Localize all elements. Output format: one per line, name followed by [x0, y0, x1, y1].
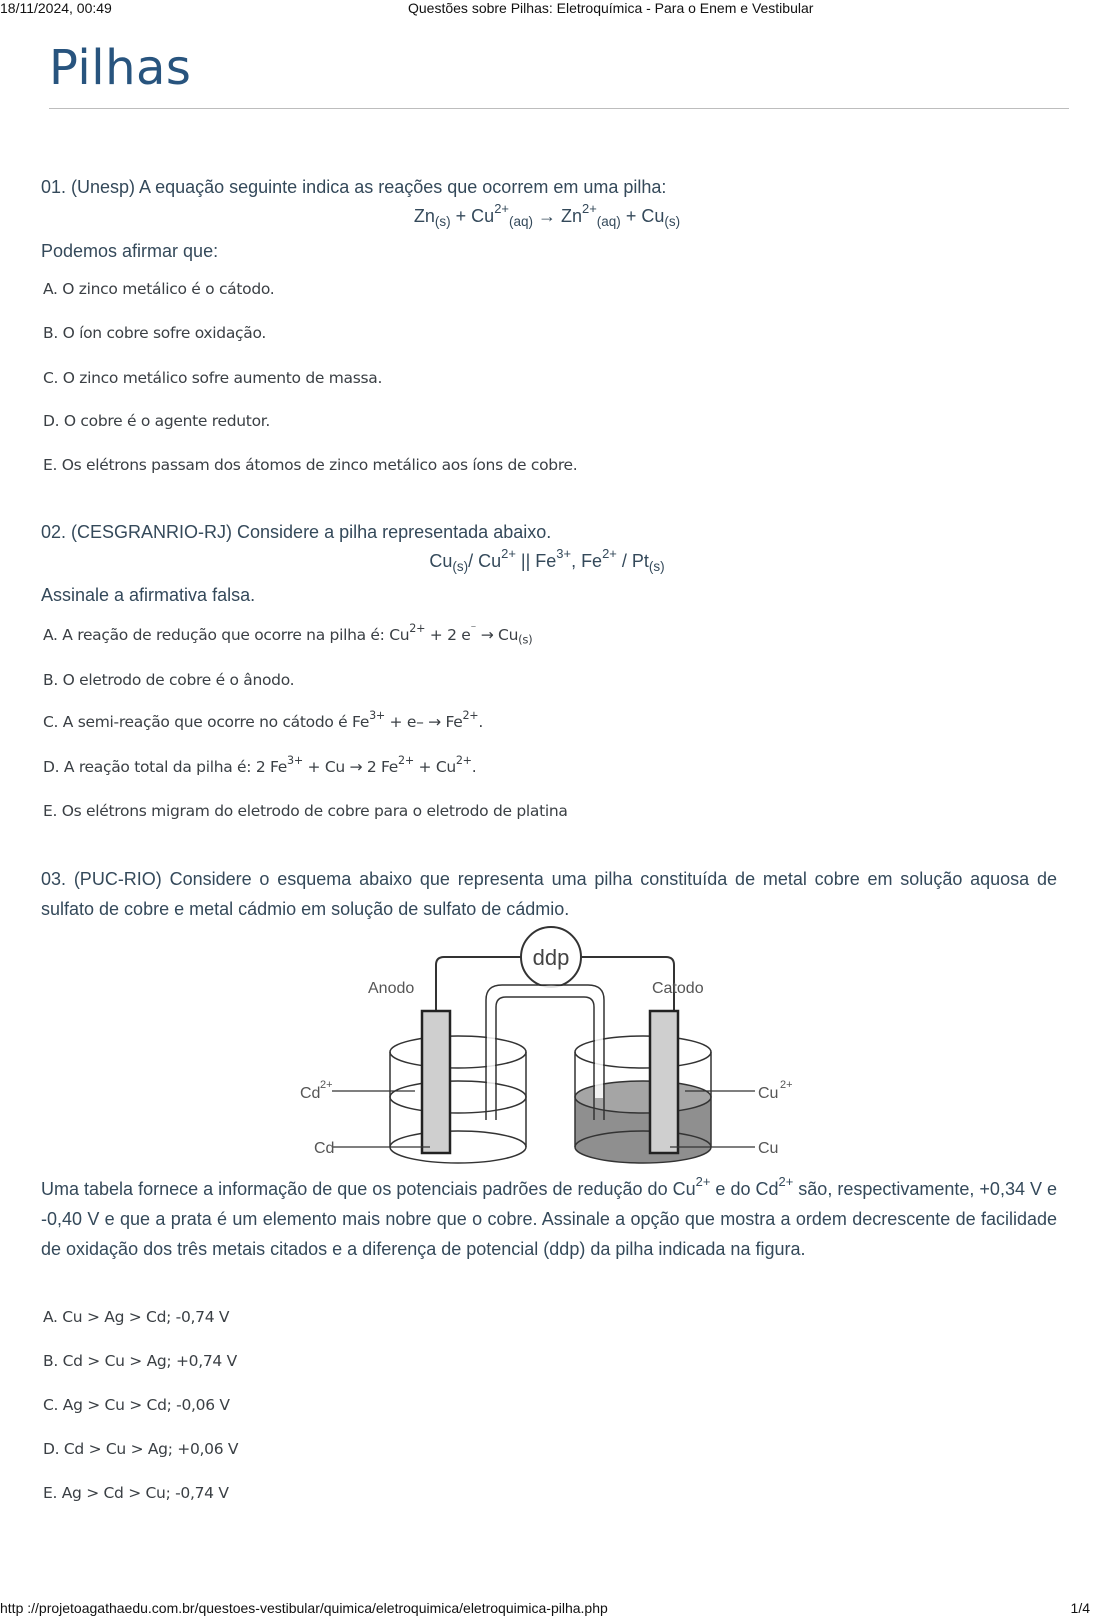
- superscript: 3+: [556, 545, 572, 561]
- question-1-stem: 01. (Unesp) A equação seguinte indica as reações que ocorrem em uma pilha:: [41, 177, 667, 197]
- text-segment: D. O cobre é o agente redutor.: [43, 412, 271, 430]
- text-segment: A. A reação de redução que ocorre na pilha é: Cu: [43, 626, 410, 644]
- question-1-option-e[interactable]: [43, 456, 577, 474]
- text-segment: Cu: [429, 551, 453, 571]
- question-1-option-a[interactable]: [43, 280, 274, 298]
- text-segment: B. Cd > Cu > Ag; +0,74 V: [43, 1352, 237, 1370]
- superscript: 3+: [287, 754, 303, 768]
- cadmium-metal-label: Cd: [314, 1140, 335, 1157]
- text-segment: + Cu: [413, 758, 456, 776]
- text-segment: + e– → Fe: [384, 713, 463, 731]
- text-segment: || Fe: [515, 551, 557, 571]
- subscript: (s): [452, 559, 469, 575]
- text-segment: + Cu: [450, 206, 495, 226]
- question-2-option-b[interactable]: [43, 671, 294, 689]
- left-beaker-rim: [390, 1036, 526, 1068]
- text-segment: A. O zinco metálico é o cátodo.: [43, 280, 275, 298]
- print-datetime: 18/11/2024, 00:49: [0, 0, 112, 16]
- text-segment: Zn: [413, 206, 435, 226]
- text-segment: .: [471, 758, 477, 776]
- question-2-option-c[interactable]: [43, 709, 483, 731]
- question-2-stem: 02. (CESGRANRIO-RJ) Considere a pilha representada abaixo.: [41, 522, 552, 542]
- meter-label: ddp: [532, 945, 570, 970]
- print-url: http ://projetoagathaedu.com.br/questoes-vestibular/quimica/eletroquimica/eletroquimica-pilha.php: [0, 1600, 608, 1616]
- subscript: (s): [664, 214, 681, 230]
- text-segment: C. Ag > Cu > Cd; -0,06 V: [43, 1396, 230, 1414]
- superscript: 2+: [695, 1173, 711, 1189]
- question-1-option-c[interactable]: [43, 369, 382, 387]
- text-segment: , Fe: [571, 551, 603, 571]
- title-divider: [49, 108, 1069, 109]
- question-2-equation: [0, 545, 1094, 575]
- subscript: (s): [648, 559, 665, 575]
- text-segment: E. Os elétrons migram do eletrodo de cobre para o eletrodo de platina: [43, 802, 568, 820]
- copper-electrode: [650, 1011, 678, 1153]
- question-2-option-a[interactable]: [43, 622, 533, 647]
- subscript: (aq): [508, 214, 533, 230]
- question-1-prompt: Podemos afirmar que:: [41, 241, 219, 261]
- print-page-number: 1/4: [1070, 1600, 1090, 1616]
- question-3-option-e[interactable]: [43, 1484, 229, 1502]
- superscript: 2+: [462, 709, 479, 723]
- question-3-option-b[interactable]: [43, 1352, 237, 1370]
- superscript: 2+: [778, 1173, 794, 1189]
- text-segment: E. Ag > Cd > Cu; -0,74 V: [43, 1484, 229, 1502]
- superscript: 2+: [398, 754, 414, 768]
- text-segment: / Pt: [616, 551, 649, 571]
- text-segment: e do Cd: [710, 1179, 779, 1199]
- question-2-prompt: Assinale a afirmativa falsa.: [41, 585, 256, 605]
- cathode-label: Catodo: [652, 980, 704, 997]
- superscript: 2+: [501, 545, 516, 561]
- copper-ion-charge: 2+: [780, 1079, 793, 1091]
- left-wire: [436, 957, 521, 1011]
- superscript: ⁻: [470, 622, 477, 636]
- subscript: (s): [518, 632, 533, 647]
- superscript: 2+: [582, 200, 597, 216]
- page-title: Pilhas: [49, 40, 192, 96]
- superscript: 3+: [369, 709, 385, 723]
- superscript: 2+: [455, 754, 472, 768]
- text-segment: / Cu: [468, 551, 502, 571]
- text-segment: C. O zinco metálico sofre aumento de massa.: [43, 369, 383, 387]
- question-3-body: [41, 1174, 1057, 1264]
- text-segment: E. Os elétrons passam dos átomos de zinco metálico aos íons de cobre.: [43, 456, 578, 474]
- cadmium-electrode: [422, 1011, 450, 1153]
- text-segment: .: [478, 713, 483, 731]
- subscript: (s): [434, 214, 451, 230]
- text-segment: + 2 e: [425, 626, 471, 644]
- text-segment: C. A semi-reação que ocorre no cátodo é Fe: [43, 713, 370, 731]
- superscript: 2+: [409, 622, 426, 636]
- anode-label: Anodo: [368, 980, 415, 997]
- copper-metal-label: Cu: [758, 1140, 779, 1157]
- question-1-option-b[interactable]: [43, 324, 266, 342]
- text-segment: B. O íon cobre sofre oxidação.: [43, 324, 266, 342]
- text-segment: A. Cu > Ag > Cd; -0,74 V: [43, 1308, 230, 1326]
- question-2-option-d[interactable]: [43, 754, 477, 776]
- text-segment: D. A reação total da pilha é: 2 Fe: [43, 758, 288, 776]
- question-3-stem: 03. (PUC-RIO) Considere o esquema abaixo que representa uma pilha constituída de metal cobre em solução aquosa de sulfato de cobre e metal cádmio em solução de sulfato de cádmio.: [41, 869, 1057, 919]
- question-3-option-a[interactable]: [43, 1308, 229, 1326]
- question-2-option-e[interactable]: [43, 802, 568, 820]
- subscript: (aq): [596, 214, 621, 230]
- text-segment: → Zn: [533, 206, 583, 226]
- text-segment: D. Cd > Cu > Ag; +0,06 V: [43, 1440, 239, 1458]
- question-1-option-d[interactable]: [43, 412, 270, 430]
- text-segment: → Cu: [476, 626, 519, 644]
- superscript: 2+: [602, 545, 617, 561]
- copper-ion-label: Cu: [758, 1085, 779, 1102]
- cadmium-ion-charge: 2+: [320, 1079, 333, 1091]
- text-segment: B. O eletrodo de cobre é o ânodo.: [43, 671, 295, 689]
- superscript: 2+: [494, 200, 509, 216]
- text-segment: + Cu: [620, 206, 665, 226]
- text-segment: são, respectivamente, +0,34 V e -0,40 V e que a prata é um elemento mais nobre que o cobre. Assinale a opção que mostra a ordem decrescente de facilidade de oxidação dos três metais citados e a diferença de potencial (ddp) da pilha indicada na figura.: [41, 1179, 1058, 1259]
- question-3-option-d[interactable]: [43, 1440, 238, 1458]
- cadmium-ion-label: Cd: [300, 1085, 321, 1102]
- question-1-equation: [0, 200, 1094, 230]
- print-page-title: Questões sobre Pilhas: Eletroquímica - Para o Enem e Vestibular: [408, 0, 814, 16]
- galvanic-cell-diagram: [290, 925, 800, 1175]
- question-3-option-c[interactable]: [43, 1396, 230, 1414]
- text-segment: + Cu → 2 Fe: [302, 758, 399, 776]
- text-segment: Uma tabela fornece a informação de que os potenciais padrões de redução do Cu: [41, 1179, 696, 1199]
